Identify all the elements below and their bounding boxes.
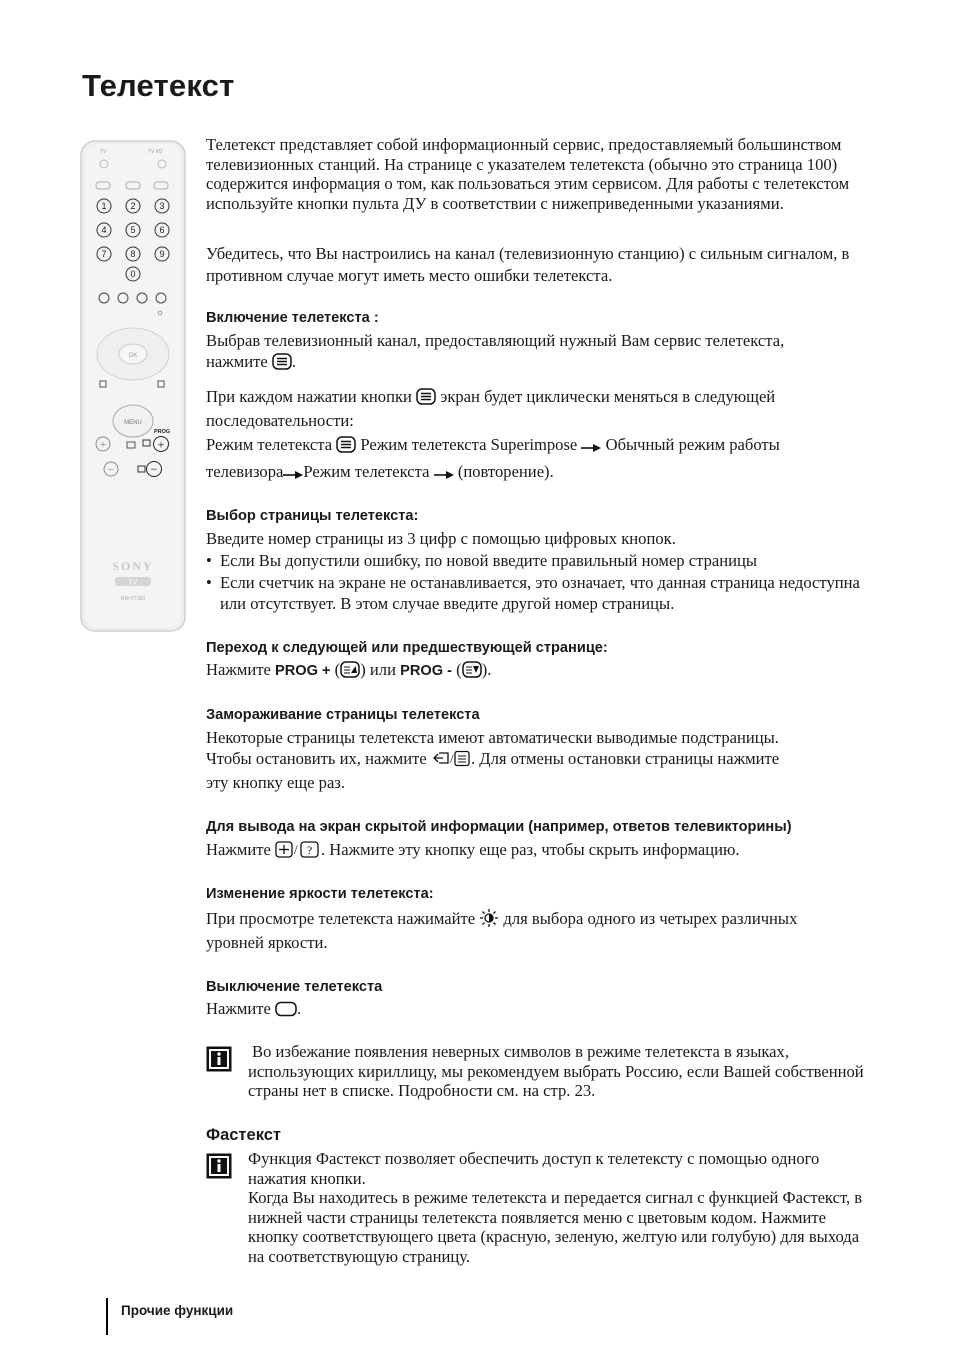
section-heading-reveal: Для вывода на экран скрытой информации (например, ответов телевикторины): [206, 819, 792, 835]
brightness-icon: [479, 909, 499, 927]
remote-ok-label: OK: [128, 353, 138, 359]
right-arrow-icon: [283, 470, 303, 480]
remote-digit-label: 7: [101, 249, 107, 260]
remote-brand: SONY: [112, 559, 154, 573]
remote-tv-label: TV: [128, 579, 138, 587]
remote-digit-label: 9: [159, 249, 165, 260]
note-info-icon: [206, 1153, 232, 1179]
tv-mode-icon: [275, 1001, 297, 1017]
remote-prog-label: PROG: [154, 429, 171, 435]
right-arrow-icon: [434, 470, 454, 480]
svg-text:−: −: [150, 462, 158, 476]
on-line2: нажмите .: [206, 352, 297, 371]
remote-digit-label: 2: [130, 201, 136, 212]
teletext-button-icon: [272, 353, 292, 370]
hold-line3: эту кнопку еще раз.: [206, 773, 346, 792]
hold-line2: Чтобы остановить их, нажмите / . Для отмены остановки страницы нажмите: [206, 749, 780, 768]
footer-section-label: Прочие функции: [121, 1303, 234, 1318]
next-line: Нажмите PROG + ( ) или PROG - ( ).: [206, 660, 492, 679]
select-line: Введите номер страницы из 3 цифр с помощью цифровых кнопок.: [206, 529, 676, 548]
fastext-paragraph-2: Когда Вы находитесь в режиме телетекста и передается сигнал с функцией Фастекст, в нижней части страницы телетекста появляется меню с цветовым кодом. Нажмите кнопку соответствующего цвета (красную, зеленую, желтую или голубую) для выхода на соответствующую страницу.: [248, 1188, 863, 1266]
on-sequence-line2: телевизора Режим телетекста (повторение).: [206, 462, 554, 481]
note-info-icon: [206, 1046, 232, 1072]
on-cycle-line: При каждом нажатии кнопки экран будет циклически меняться в следующей: [206, 387, 776, 406]
section-heading-brightness: Изменение яркости телетекста:: [206, 886, 434, 902]
off-line: Нажмите .: [206, 999, 302, 1018]
teletext-button-icon: [416, 388, 436, 405]
teletext-button-icon: [336, 436, 356, 453]
footer-divider: [106, 1298, 108, 1335]
svg-text:−: −: [107, 464, 115, 476]
svg-text:?: ?: [306, 843, 313, 857]
select-bullet-1: • Если Вы допустили ошибку, по новой введите правильный номер страницы: [206, 550, 880, 571]
svg-text:/: /: [449, 751, 454, 766]
page-up-icon: [340, 661, 360, 678]
brightness-line2: уровней яркости.: [206, 933, 328, 952]
remote-digit-label: 6: [159, 225, 165, 236]
remote-digit-label: 0: [130, 269, 136, 280]
remote-top-right-label: TV I/O: [148, 149, 163, 155]
fastext-paragraph-1: Функция Фастекст позволяет обеспечить доступ к телетексту с помощью одного нажатия кнопки.: [248, 1149, 820, 1188]
remote-digit-label: 8: [130, 249, 136, 260]
remote-digit-label: 1: [101, 201, 107, 212]
remote-digit-label: 4: [101, 225, 107, 236]
cyrillic-note: Во избежание появления неверных символов в режиме телетекста в языках, использующих кириллицу, мы рекомендуем выбрать Россию, если Вашей собственной страны нет в списке. Подробности см. на стр. 23.: [248, 1042, 864, 1100]
section-heading-hold: Замораживание страницы телетекста: [206, 707, 480, 723]
reveal-line: Нажмите / ? . Нажмите эту кнопку еще раз, чтобы скрыть информацию.: [206, 840, 740, 859]
fastext-heading: Фастекст: [206, 1126, 281, 1144]
svg-text:+: +: [157, 437, 165, 452]
hold-line1: Некоторые страницы телетекста имеют автоматически выводимые подстраницы.: [206, 728, 779, 747]
svg-text:/: /: [293, 842, 298, 857]
intro-paragraph: Телетекст представляет собой информационный сервис, предоставляемый большинством телевизионных станций. На странице с указателем телетекста (обычно это страница 100) содержится информация о том, как пользоваться этим сервисом. Для работы с телетекстом используйте кнопки пульта ДУ в соответствии с нижеприведенными указаниями.: [206, 135, 850, 213]
page-down-icon: [462, 661, 482, 678]
section-heading-select: Выбор страницы телетекста:: [206, 508, 419, 524]
on-sequence-line: Режим телетекста Режим телетекста Superimpose Обычный режим работы: [206, 435, 780, 454]
select-bullet-2: • Если счетчик на экране не останавливается, это означает, что данная страница недоступна или отсутствует. В этом случае введите другой номер страницы.: [206, 572, 880, 614]
page-title: Телетекст: [82, 68, 235, 103]
remote-menu-label: MENU: [124, 420, 142, 426]
svg-text:+: +: [99, 439, 107, 451]
on-line1: Выбрав телевизионный канал, предоставляющий нужный Вам сервис телетекста,: [206, 331, 785, 350]
remote-digit-label: 5: [130, 225, 136, 236]
remote-digit-label: 3: [159, 201, 165, 212]
right-arrow-icon: [581, 443, 601, 453]
remote-model: RM-YT183: [120, 596, 146, 602]
section-heading-on: Включение телетекста :: [206, 310, 379, 326]
reveal-icon: [275, 841, 321, 858]
hold-icon: [431, 750, 471, 767]
intro-warning-paragraph: Убедитесь, что Вы настроились на канал (телевизионную станцию) с сильным сигналом, в противном случае могут иметь место ошибки телетекста.: [206, 244, 850, 285]
on-cycle-line2: последовательности:: [206, 411, 354, 430]
brightness-line1: При просмотре телетекста нажимайте для выбора одного из четырех различных: [206, 909, 798, 928]
remote-control-illustration: [80, 140, 186, 632]
remote-top-left-label: TV: [100, 149, 107, 155]
svg-text:☼: ☼: [155, 307, 165, 317]
section-heading-next: Переход к следующей или предшествующей странице:: [206, 640, 608, 656]
section-heading-off: Выключение телетекста: [206, 979, 383, 995]
